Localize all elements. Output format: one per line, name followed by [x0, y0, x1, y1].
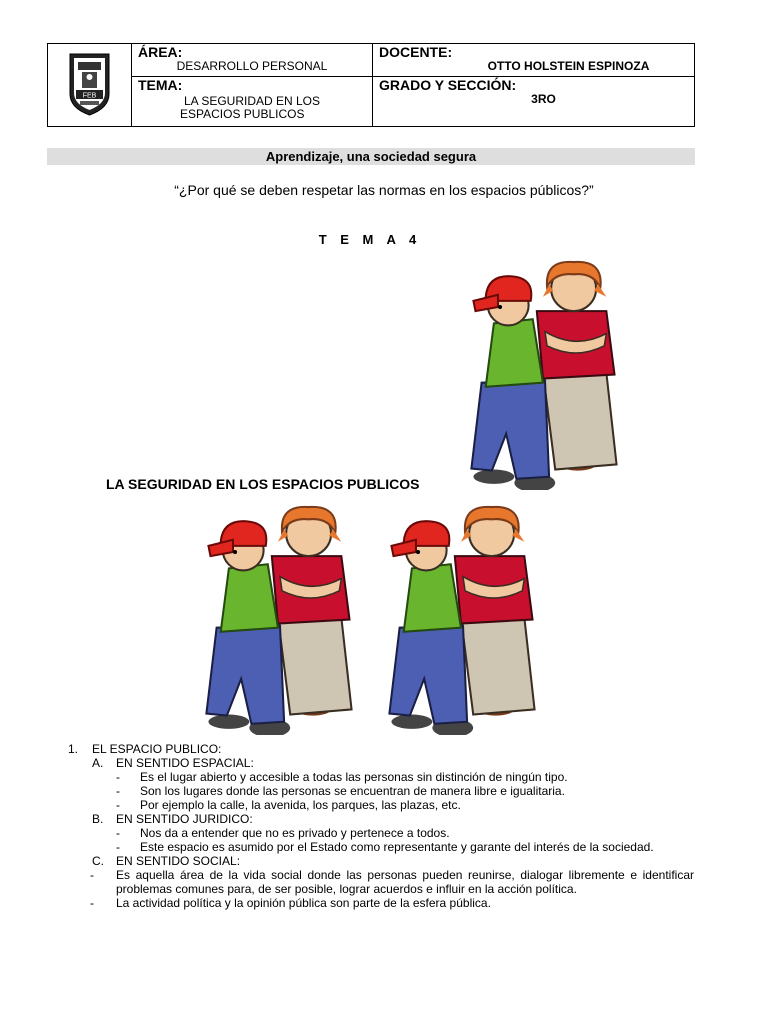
list-item: - Es el lugar abierto y accesible a todas las personas sin distinción de ningún tipo. [116, 770, 568, 784]
docente-label: DOCENTE: [379, 44, 453, 60]
docente-value: OTTO HOLSTEIN ESPINOZA [487, 59, 650, 73]
students-illustration-right [378, 505, 548, 735]
logo-cell [48, 44, 132, 127]
logo-text: FEB [82, 92, 97, 100]
header-table [47, 43, 695, 127]
list-item-c: C. EN SENTIDO SOCIAL: [92, 854, 241, 868]
school-logo-icon [48, 44, 131, 121]
guiding-question: “¿Por qué se deben respetar las normas en los espacios públicos?” [174, 182, 594, 198]
list-item: - Nos da a entender que no es privado y pertenece a todos. [116, 826, 450, 840]
tema-cell [132, 77, 373, 127]
banner-title: Aprendizaje, una sociedad segura [47, 148, 695, 165]
students-illustration-top [460, 260, 630, 490]
students-illustration-left [195, 505, 365, 735]
section-title: LA SEGURIDAD EN LOS ESPACIOS PUBLICOS [106, 476, 420, 492]
tema-value-line2: ESPACIOS PUBLICOS [180, 107, 305, 122]
tema-label: TEMA: [138, 77, 183, 94]
grado-label: GRADO Y SECCIÓN: [379, 77, 517, 94]
docente-cell [373, 44, 695, 77]
area-label: ÁREA: [138, 44, 183, 60]
list-item: - Es aquella área de la vida social donde las personas pueden reunirse, dialogar libremente e identificar problemas comunes para, de ser posible, lograr acuerdos e influir en la acción política. [90, 868, 694, 896]
list-item-1: 1. EL ESPACIO PUBLICO: [68, 742, 222, 756]
list-item: - Por ejemplo la calle, la avenida, los parques, las plazas, etc. [116, 798, 461, 812]
list-item-a: A. EN SENTIDO ESPACIAL: [92, 756, 254, 770]
grado-cell [373, 77, 695, 127]
area-cell [132, 44, 373, 77]
area-value: DESARROLLO PERSONAL [176, 59, 328, 73]
tema-value-line1: LA SEGURIDAD EN LOS [183, 94, 321, 109]
content-list [68, 742, 694, 910]
tema-heading: T E M A 4 [318, 232, 422, 247]
grado-value: 3RO [531, 92, 556, 107]
list-item-b: B. EN SENTIDO JURIDICO: [92, 812, 253, 826]
list-item: - Este espacio es asumido por el Estado como representante y garante del interés de la sociedad. [116, 840, 654, 854]
list-item: - La actividad política y la opinión pública son parte de la esfera pública. [90, 896, 491, 910]
list-item: - Son los lugares donde las personas se encuentran de manera libre e igualitaria. [116, 784, 565, 798]
